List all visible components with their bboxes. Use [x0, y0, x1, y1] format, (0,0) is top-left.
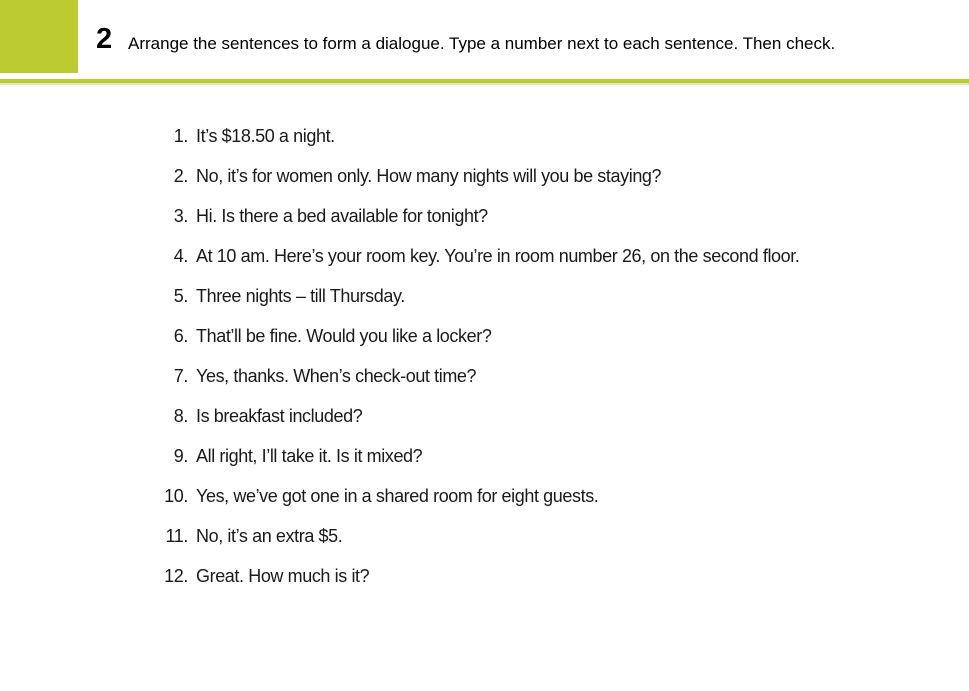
sentence-number: 1. [173, 126, 188, 146]
header-divider-shadow [0, 83, 969, 85]
sentence-number: 11. [165, 526, 188, 546]
sentence-item [150, 162, 799, 202]
sentence-text: Great. How much is it? [196, 566, 370, 586]
exercise-number: 2 [96, 23, 113, 55]
sentence-item [150, 442, 799, 482]
sentence-text: Three nights – till Thursday. [196, 286, 405, 306]
sentence-list [150, 122, 799, 602]
sentence-item [150, 362, 799, 402]
sentence-item [150, 522, 799, 562]
sentence-text: Yes, we’ve got one in a shared room for eight guests. [196, 486, 599, 506]
sentence-text: No, it’s an extra $5. [196, 526, 343, 546]
sentence-number: 3. [173, 206, 188, 226]
sentence-number: 9. [173, 446, 188, 466]
sentence-number: 12. [164, 566, 188, 586]
sentence-item [150, 202, 799, 242]
sentence-text: That’ll be fine. Would you like a locker? [196, 326, 492, 346]
sentence-number: 4. [173, 246, 188, 266]
sentence-text: Is breakfast included? [196, 406, 363, 426]
sentence-number: 7. [173, 366, 188, 386]
exercise-instruction: Arrange the sentences to form a dialogue. Type a number next to each sentence. Then check. [128, 34, 836, 53]
header-accent-block [0, 0, 78, 73]
sentence-item [150, 322, 799, 362]
sentence-text: Hi. Is there a bed available for tonight? [196, 206, 488, 226]
sentence-text: No, it’s for women only. How many nights will you be staying? [196, 166, 662, 186]
sentence-item [150, 242, 799, 282]
sentence-item [150, 562, 799, 602]
sentence-item [150, 282, 799, 322]
sentence-item [150, 122, 799, 162]
sentence-text: At 10 am. Here’s your room key. You’re in room number 26, on the second floor. [196, 246, 800, 266]
sentence-number: 6. [173, 326, 188, 346]
sentence-number: 8. [173, 406, 188, 426]
sentence-number: 2. [173, 166, 188, 186]
sentence-number: 10. [164, 486, 188, 506]
sentence-item [150, 482, 799, 522]
sentence-text: It’s $18.50 a night. [196, 126, 335, 146]
sentence-text: Yes, thanks. When’s check-out time? [196, 366, 477, 386]
sentence-item [150, 402, 799, 442]
sentence-text: All right, I’ll take it. Is it mixed? [196, 446, 423, 466]
sentence-number: 5. [173, 286, 188, 306]
